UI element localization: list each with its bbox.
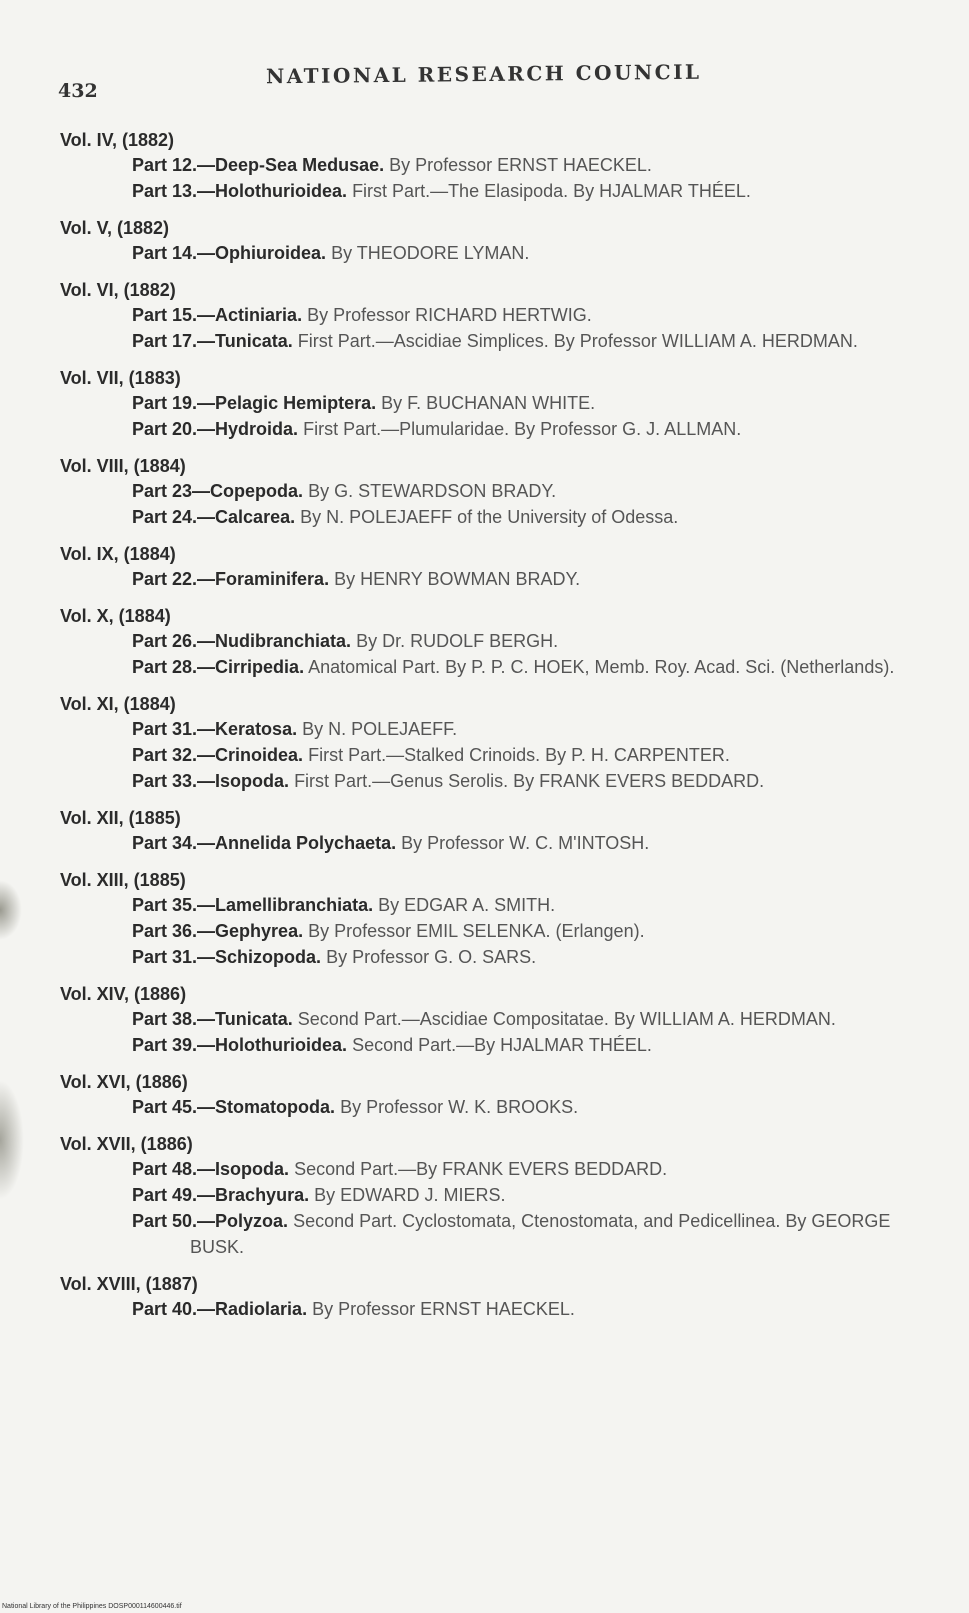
part-entry [60,654,920,680]
part-entry [60,1032,920,1058]
volume-heading: Vol. XVII, (1886) [60,1134,193,1154]
part-entry [60,742,920,768]
part-title: Part 31.—Schizopoda. [132,947,322,967]
part-description: By HENRY BOWMAN BRADY. [334,569,581,589]
volume-heading: Vol. VII, (1883) [60,368,181,388]
part-title: Part 26.—Nudibranchiata. [132,631,352,651]
scan-footer: National Library of the Philippines DOSP000114600446.tif [2,1603,182,1610]
part-title: Part 17.—Tunicata. [132,331,293,351]
part-entry [60,1006,920,1032]
volume-heading: Vol. XI, (1884) [60,694,176,714]
part-description: Second Part.—By FRANK EVERS BEDDARD. [294,1159,668,1179]
volume-heading: Vol. XIV, (1886) [60,984,187,1004]
part-description: By EDWARD J. MIERS. [314,1185,506,1205]
part-title: Part 13.—Holothurioidea. [132,181,348,201]
part-entry [60,328,920,354]
volume-heading: Vol. XII, (1885) [60,808,181,828]
part-entry [60,240,920,266]
part-entry [60,1208,920,1260]
volume-heading: Vol. X, (1884) [60,606,171,626]
part-title: Part 23—Copepoda. [132,481,304,501]
part-description: By Professor RICHARD HERTWIG. [307,305,592,325]
volume-list [60,128,920,1322]
part-title: Part 34.—Annelida Polychaeta. [132,833,397,853]
part-entry [60,416,920,442]
part-title: Part 24.—Calcarea. [132,507,296,527]
part-description: By N. POLEJAEFF. [302,719,458,739]
volume-heading: Vol. IX, (1884) [60,544,176,564]
part-description: By Professor ERNST HAECKEL. [312,1299,575,1319]
part-entry [60,152,920,178]
part-entry [60,1156,920,1182]
part-title: Part 50.—Polyzoa. [132,1211,289,1231]
part-title: Part 48.—Isopoda. [132,1159,290,1179]
part-description: By Professor W. K. BROOKS. [340,1097,579,1117]
part-title: Part 31.—Keratosa. [132,719,298,739]
part-entry [60,768,920,794]
part-title: Part 40.—Radiolaria. [132,1299,308,1319]
part-entry [60,1182,920,1208]
volume-heading: Vol. VIII, (1884) [60,456,186,476]
part-entry [60,1094,920,1120]
part-description: First Part.—Stalked Crinoids. By P. H. CARPENTER. [308,745,730,765]
part-title: Part 39.—Holothurioidea. [132,1035,348,1055]
part-entry [60,390,920,416]
volume-heading: Vol. VI, (1882) [60,280,176,300]
part-description: By F. BUCHANAN WHITE. [381,393,596,413]
part-entry [60,892,920,918]
part-title: Part 32.—Crinoidea. [132,745,304,765]
part-title: Part 15.—Actiniaria. [132,305,303,325]
running-header: NATIONAL RESEARCH COUNCIL [265,59,702,89]
part-title: Part 20.—Hydroida. [132,419,299,439]
part-entry [60,944,920,970]
part-description: By Professor EMIL SELENKA. (Erlangen). [308,921,645,941]
part-description: By G. STEWARDSON BRADY. [308,481,557,501]
part-entry [60,918,920,944]
part-title: Part 12.—Deep-Sea Medusae. [132,155,385,175]
part-entry [60,302,920,328]
part-description: Second Part. Cyclostomata, Ctenostomata, and Pedicellinea. By GEORGE BUSK. [190,1211,891,1257]
scan-smudge [0,880,22,940]
part-entry [60,628,920,654]
part-title: Part 33.—Isopoda. [132,771,290,791]
volume-heading: Vol. XIII, (1885) [60,870,186,890]
part-entry [60,566,920,592]
part-description: First Part.—Ascidiae Simplices. By Professor WILLIAM A. HERDMAN. [297,331,858,351]
part-description: First Part.—Genus Serolis. By FRANK EVERS BEDDARD. [294,771,765,791]
part-description: First Part.—Plumularidae. By Professor G. J. ALLMAN. [303,419,742,439]
part-entry [60,504,920,530]
scan-smudge [0,1080,24,1200]
part-entry [60,178,920,204]
part-description: By Professor W. C. M'INTOSH. [401,833,650,853]
part-description: By N. POLEJAEFF of the University of Odessa. [300,507,679,527]
part-title: Part 35.—Lamellibranchiata. [132,895,374,915]
volume-heading: Vol. V, (1882) [60,218,170,238]
volume-heading: Vol. IV, (1882) [60,130,175,150]
volume-heading: Vol. XVI, (1886) [60,1072,188,1092]
part-title: Part 45.—Stomatopoda. [132,1097,336,1117]
part-title: Part 49.—Brachyura. [132,1185,310,1205]
part-entry [60,830,920,856]
part-description: Second Part.—Ascidiae Compositatae. By WILLIAM A. HERDMAN. [297,1009,836,1029]
part-title: Part 36.—Gephyrea. [132,921,304,941]
part-description: By Dr. RUDOLF BERGH. [356,631,559,651]
part-description: Second Part.—By HJALMAR THÉEL. [352,1035,652,1055]
part-description: By Professor ERNST HAECKEL. [389,155,652,175]
part-title: Part 19.—Pelagic Hemiptera. [132,393,377,413]
part-description: By EDGAR A. SMITH. [378,895,556,915]
page-number: 432 [58,80,98,102]
part-description: By THEODORE LYMAN. [331,243,530,263]
part-title: Part 22.—Foraminifera. [132,569,330,589]
part-description: First Part.—The Elasipoda. By HJALMAR THÉEL. [352,181,751,201]
volume-heading: Vol. XVIII, (1887) [60,1274,198,1294]
part-description: By Professor G. O. SARS. [326,947,537,967]
part-entry [60,716,920,742]
part-description: Anatomical Part. By P. P. C. HOEK, Memb. Roy. Acad. Sci. (Netherlands). [308,657,895,677]
part-title: Part 28.—Cirripedia. [132,657,305,677]
part-entry [60,478,920,504]
part-entry [60,1296,920,1322]
part-title: Part 38.—Tunicata. [132,1009,293,1029]
part-title: Part 14.—Ophiuroidea. [132,243,327,263]
